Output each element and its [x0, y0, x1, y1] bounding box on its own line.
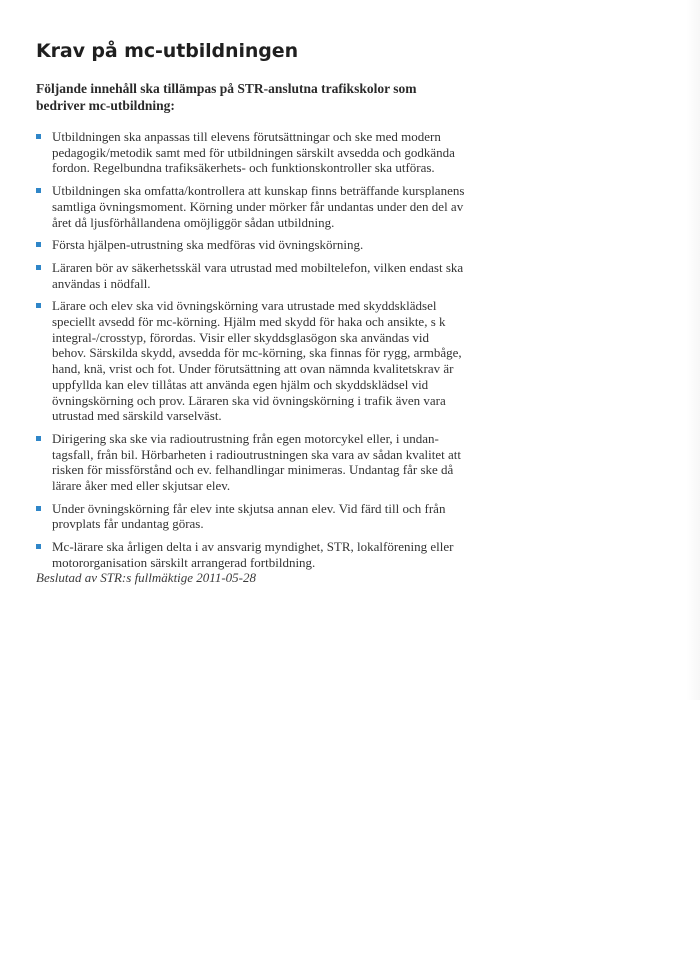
- list-item-text: Mc-lärare ska årligen delta i av ansvarig myndighet, STR, lokalförening eller motororganisation särskilt arrangerad fortbildning.: [52, 539, 454, 570]
- requirements-list: [36, 129, 466, 578]
- list-item-text: Läraren bör av säkerhetsskäl vara utrustad med mobiltelefon, vilken endast ska användas i nödfall.: [52, 259, 464, 291]
- list-item: [36, 183, 466, 230]
- page-title: Krav på mc-utbildningen: [36, 40, 299, 62]
- list-item-text: Lärare och elev ska vid övningskörning vara utrustade med skyddsklädsel speciellt avsedd för mc-körning. Hjälm med skydd för haka och ansikte, s k integral-/crosstyp, förordas. Visir eller skyddsglasögon ska användas vid behov. Särskilda skydd, avsedda för mc-körning, ska finnas för rygg, armbåge, hand, knä, vrist och fot. Under förutsättning att ovan nämnda kvalitetskrav är uppfyllda kan elev tillåtas att använda egen hjälm och skyddsklädsel vid övningskörning och prov. Läraren ska vid övningskörning i trafik även vara utrustad med särskild varselväst.: [52, 298, 462, 424]
- list-item-text: Under övningskörning får elev inte skjutsa annan elev. Vid färd till och från provplats får undantag göras.: [52, 500, 446, 532]
- list-item-text: Utbildningen ska anpassas till elevens förutsättningar och ske med modern pedagogik/metodik samt med för utbildningen särskilt avsedda och godkända fordon. Regelbundna trafiksäkerhets- och funktionskontroller ska utföras.: [52, 129, 455, 176]
- square-bullet-icon: [36, 188, 41, 193]
- list-item-text: Första hjälpen-utrustning ska medföras vid övningskörning.: [52, 237, 364, 253]
- decision-footer: Beslutad av STR:s fullmäktige 2011-05-28: [36, 570, 257, 585]
- intro-paragraph: Följande innehåll ska tillämpas på STR-anslutna trafikskolor som bedriver mc-utbildning:: [36, 81, 417, 113]
- list-item: [36, 501, 466, 532]
- list-item: [36, 129, 466, 176]
- square-bullet-icon: [36, 303, 41, 308]
- list-item-text: Utbildningen ska omfatta/kontrollera att kunskap finns beträffande kursplanens samtliga övningsmoment. Körning under mörker får undantas under den del av året då ljusförhållandena omöjliggör sådan utbildning.: [52, 183, 465, 230]
- square-bullet-icon: [36, 134, 41, 139]
- list-item: [36, 539, 466, 570]
- list-item: [36, 431, 466, 494]
- square-bullet-icon: [36, 242, 41, 247]
- square-bullet-icon: [36, 544, 41, 549]
- square-bullet-icon: [36, 506, 41, 511]
- list-item: [36, 260, 466, 291]
- list-item: [36, 237, 466, 253]
- scan-edge-shading: [686, 0, 700, 700]
- list-item: [36, 298, 466, 424]
- list-item-text: Dirigering ska ske via radioutrustning från egen motorcykel eller, i undantagsfall, från bil. Hörbarheten i radioutrustningen ska vara av sådan kvalitet att risken för missförstånd och ev. felhandlingar minimeras. Undantag får ske då lärare åker med eller skjutsar elev.: [52, 430, 461, 494]
- square-bullet-icon: [36, 436, 41, 441]
- square-bullet-icon: [36, 265, 41, 270]
